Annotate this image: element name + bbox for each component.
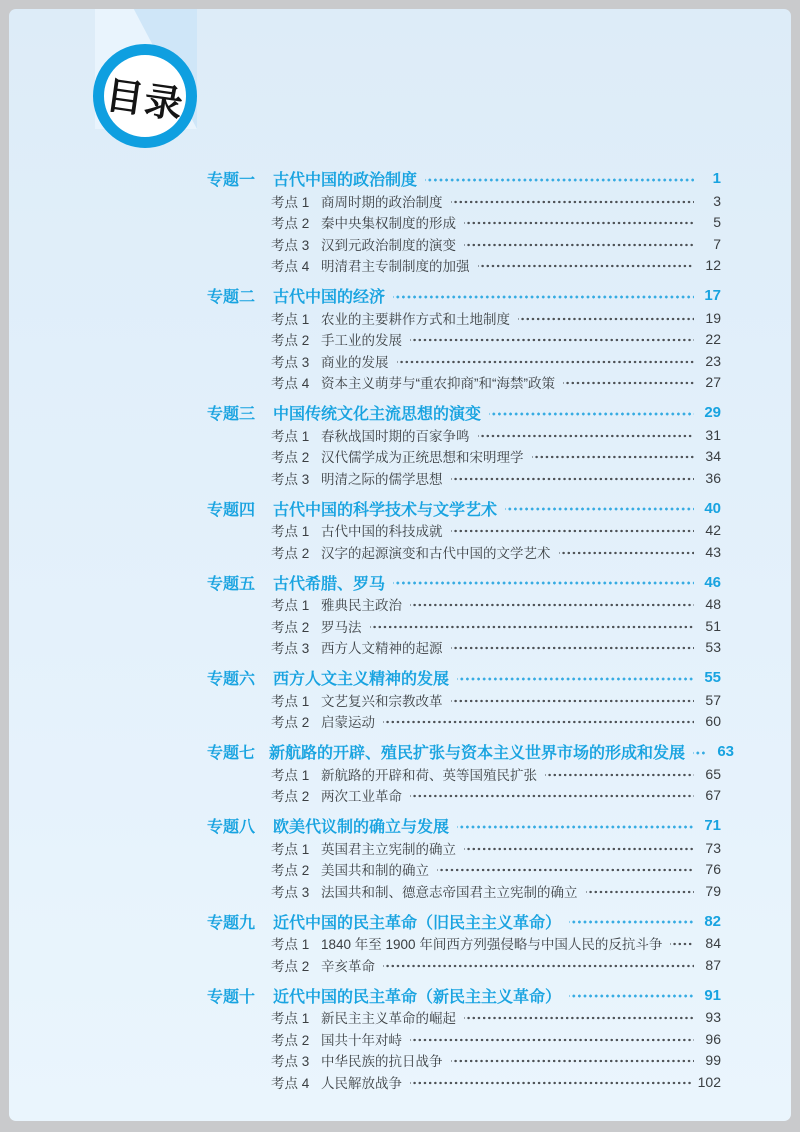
section-label: 专题十 xyxy=(207,988,256,1006)
item-title: 商周时期的政治制度 xyxy=(321,194,443,210)
item-label: 考点 2 xyxy=(271,216,310,232)
section-heading-row xyxy=(207,814,721,837)
section-title: 古代中国的科学技术与文学艺术 xyxy=(273,501,498,519)
dotted-leader xyxy=(693,740,707,763)
item-label: 考点 3 xyxy=(271,237,310,253)
item-title: 新航路的开辟和荷、英等国殖民扩张 xyxy=(321,767,537,783)
section-title: 近代中国的民主革命（新民主主义革命） xyxy=(273,988,562,1006)
section-items xyxy=(207,763,721,806)
toc-section xyxy=(207,167,721,276)
dotted-leader xyxy=(451,190,695,212)
toc-item-row xyxy=(207,307,721,329)
section-heading-row xyxy=(207,910,721,933)
item-title: 罗马法 xyxy=(321,619,362,635)
toc-item-row xyxy=(207,615,721,637)
item-label: 考点 4 xyxy=(271,376,310,392)
item-title: 汉字的起源演变和古代中国的文学艺术 xyxy=(321,545,551,561)
item-page-number: 23 xyxy=(705,352,721,369)
dotted-leader xyxy=(586,880,695,902)
section-page-number: 63 xyxy=(717,743,735,760)
toc-item-row xyxy=(207,859,721,881)
item-label: 考点 3 xyxy=(271,1054,310,1070)
item-label: 考点 2 xyxy=(271,863,310,879)
item-label: 考点 1 xyxy=(271,598,310,614)
toc-section xyxy=(207,740,735,806)
section-title: 西方人文主义精神的发展 xyxy=(273,671,450,688)
item-title: 秦中央集权制度的形成 xyxy=(321,216,456,232)
dotted-leader xyxy=(457,666,694,689)
item-page-number: 60 xyxy=(705,713,721,730)
dotted-leader xyxy=(464,1007,694,1029)
section-heading-row xyxy=(207,284,721,307)
toc-item-row xyxy=(207,467,721,489)
toc-item-row xyxy=(207,233,721,255)
item-title: 法国共和制、德意志帝国君主立宪制的确立 xyxy=(321,884,578,900)
dotted-leader xyxy=(464,837,694,859)
item-page-number: 102 xyxy=(697,1073,721,1090)
item-label: 考点 2 xyxy=(271,715,310,731)
dotted-leader xyxy=(451,689,695,711)
toc-item-row xyxy=(207,446,721,468)
toc-item-row xyxy=(207,1028,721,1050)
dotted-leader xyxy=(410,1071,693,1093)
toc-item-row xyxy=(207,329,721,351)
dotted-leader xyxy=(451,637,695,659)
item-title: 资本主义萌芽与“重农抑商”和“海禁”政策 xyxy=(321,376,555,392)
toc-item-row xyxy=(207,763,721,785)
section-page-number: 71 xyxy=(704,817,721,834)
dotted-leader xyxy=(464,233,694,255)
item-title: 明清君主专制制度的加强 xyxy=(321,259,470,275)
dotted-leader xyxy=(563,372,694,394)
dotted-leader xyxy=(559,541,695,563)
item-page-number: 51 xyxy=(705,617,721,634)
toc-item-row xyxy=(207,212,721,234)
toc-item-row xyxy=(207,880,721,902)
dotted-leader xyxy=(397,350,695,372)
item-title: 美国共和制的确立 xyxy=(321,863,429,879)
item-title: 西方人文精神的起源 xyxy=(321,641,443,657)
item-page-number: 76 xyxy=(705,861,721,878)
section-title: 新航路的开辟、殖民扩张与资本主义世界市场的形成和发展 xyxy=(269,745,686,762)
section-heading-row xyxy=(207,571,721,594)
section-label: 专题八 xyxy=(207,819,256,836)
item-page-number: 19 xyxy=(705,309,721,326)
item-title: 人民解放战争 xyxy=(321,1075,402,1091)
dotted-leader xyxy=(370,615,695,637)
dotted-leader xyxy=(569,984,694,1007)
section-label: 专题二 xyxy=(207,289,256,306)
item-title: 春秋战国时期的百家争鸣 xyxy=(321,428,470,444)
item-title: 农业的主要耕作方式和土地制度 xyxy=(321,311,510,327)
toc-logo-label: 目录 xyxy=(102,74,186,127)
item-page-number: 96 xyxy=(705,1030,721,1047)
dotted-leader xyxy=(670,933,694,955)
section-heading-row xyxy=(207,984,721,1007)
item-label: 考点 1 xyxy=(271,693,310,709)
item-page-number: 34 xyxy=(705,448,721,465)
item-label: 考点 3 xyxy=(271,884,310,900)
item-page-number: 84 xyxy=(705,935,721,952)
item-title: 文艺复兴和宗教改革 xyxy=(321,693,443,709)
section-label: 专题九 xyxy=(207,914,256,932)
item-page-number: 27 xyxy=(705,374,721,391)
toc-section xyxy=(207,571,721,659)
item-title: 明清之际的儒学思想 xyxy=(321,471,443,487)
dotted-leader xyxy=(451,520,695,542)
section-page-number: 1 xyxy=(712,170,721,187)
item-title: 中华民族的抗日战争 xyxy=(321,1054,443,1070)
item-page-number: 53 xyxy=(705,639,721,656)
item-label: 考点 1 xyxy=(271,524,310,540)
toc-page xyxy=(9,9,791,1121)
section-items xyxy=(207,190,721,276)
toc-item-row xyxy=(207,954,721,976)
item-title: 汉代儒学成为正统思想和宋明理学 xyxy=(321,450,524,466)
item-label: 考点 1 xyxy=(271,428,310,444)
section-items xyxy=(207,594,721,659)
item-page-number: 5 xyxy=(713,214,721,231)
item-page-number: 73 xyxy=(705,839,721,856)
dotted-leader xyxy=(383,711,694,733)
item-page-number: 31 xyxy=(705,426,721,443)
item-page-number: 87 xyxy=(705,956,721,973)
section-label: 专题五 xyxy=(207,575,256,593)
item-title: 新民主主义革命的崛起 xyxy=(321,1011,456,1027)
item-label: 考点 2 xyxy=(271,619,310,635)
toc-item-row xyxy=(207,1007,721,1029)
toc-section xyxy=(207,666,721,732)
toc-item-row xyxy=(207,711,721,733)
toc-item-row xyxy=(207,837,721,859)
dotted-leader xyxy=(437,859,694,881)
item-title: 雅典民主政治 xyxy=(321,598,402,614)
item-label: 考点 3 xyxy=(271,471,310,487)
item-label: 考点 2 xyxy=(271,958,310,974)
item-label: 考点 3 xyxy=(271,641,310,657)
section-title: 古代中国的政治制度 xyxy=(273,172,418,189)
toc-item-row xyxy=(207,637,721,659)
item-label: 考点 1 xyxy=(271,767,310,783)
item-label: 考点 1 xyxy=(271,311,310,327)
section-page-number: 46 xyxy=(704,573,721,591)
item-page-number: 65 xyxy=(705,765,721,782)
section-heading-row xyxy=(207,740,735,763)
toc-section xyxy=(207,401,721,489)
section-items xyxy=(207,1007,721,1093)
section-label: 专题一 xyxy=(207,172,256,189)
toc-item-row xyxy=(207,520,721,542)
item-page-number: 57 xyxy=(705,691,721,708)
item-title: 启蒙运动 xyxy=(321,715,375,731)
dotted-leader xyxy=(478,424,695,446)
item-label: 考点 1 xyxy=(271,841,310,857)
toc-item-row xyxy=(207,1050,721,1072)
section-page-number: 17 xyxy=(704,287,721,304)
dotted-leader xyxy=(383,954,694,976)
item-page-number: 67 xyxy=(705,787,721,804)
dotted-leader xyxy=(425,167,694,190)
section-page-number: 55 xyxy=(704,669,721,686)
item-label: 考点 1 xyxy=(271,937,310,953)
toc-section xyxy=(207,910,721,976)
section-heading-row xyxy=(207,497,721,520)
item-title: 国共十年对峙 xyxy=(321,1032,402,1048)
section-page-number: 29 xyxy=(704,404,721,421)
toc-section xyxy=(207,984,721,1093)
dotted-leader xyxy=(393,284,694,307)
section-items xyxy=(207,424,721,489)
toc-item-row xyxy=(207,785,721,807)
dotted-leader xyxy=(410,594,694,616)
section-title: 古代希腊、罗马 xyxy=(273,575,386,593)
section-label: 专题三 xyxy=(207,406,256,423)
section-items xyxy=(207,307,721,393)
item-page-number: 99 xyxy=(705,1052,721,1069)
item-page-number: 3 xyxy=(713,192,721,209)
dotted-leader xyxy=(393,571,694,594)
toc-item-row xyxy=(207,424,721,446)
section-label: 专题六 xyxy=(207,671,256,688)
item-title: 汉到元政治制度的演变 xyxy=(321,237,456,253)
dotted-leader xyxy=(464,212,694,234)
toc-item-row xyxy=(207,933,721,955)
item-title: 英国君主立宪制的确立 xyxy=(321,841,456,857)
dotted-leader xyxy=(451,1050,695,1072)
item-title: 辛亥革命 xyxy=(321,958,375,974)
dotted-leader xyxy=(410,329,694,351)
section-page-number: 82 xyxy=(704,912,721,930)
dotted-leader xyxy=(505,497,694,520)
item-title: 手工业的发展 xyxy=(321,333,402,349)
item-label: 考点 1 xyxy=(271,194,310,210)
section-page-number: 40 xyxy=(704,499,721,517)
section-items xyxy=(207,689,721,732)
item-page-number: 12 xyxy=(705,257,721,274)
section-heading-row xyxy=(207,666,721,689)
section-label: 专题七 xyxy=(207,745,256,762)
dotted-leader xyxy=(532,446,695,468)
item-title: 古代中国的科技成就 xyxy=(321,524,443,540)
dotted-leader xyxy=(410,785,694,807)
dotted-leader xyxy=(569,910,694,933)
toc-list xyxy=(207,167,735,1101)
item-label: 考点 2 xyxy=(271,545,310,561)
toc-item-row xyxy=(207,1071,721,1093)
section-items xyxy=(207,520,721,563)
item-label: 考点 4 xyxy=(271,1075,310,1091)
toc-item-row xyxy=(207,350,721,372)
section-label: 专题四 xyxy=(207,501,256,519)
toc-section xyxy=(207,284,721,393)
item-title: 商业的发展 xyxy=(321,354,389,370)
item-title: 两次工业革命 xyxy=(321,789,402,805)
item-page-number: 93 xyxy=(705,1009,721,1026)
toc-section xyxy=(207,814,721,902)
toc-item-row xyxy=(207,372,721,394)
section-title: 中国传统文化主流思想的演变 xyxy=(273,406,482,423)
dotted-leader xyxy=(545,763,694,785)
dotted-leader xyxy=(451,467,695,489)
toc-item-row xyxy=(207,255,721,277)
item-label: 考点 2 xyxy=(271,450,310,466)
toc-item-row xyxy=(207,594,721,616)
dotted-leader xyxy=(518,307,694,329)
dotted-leader xyxy=(410,1028,694,1050)
item-page-number: 22 xyxy=(705,331,721,348)
item-page-number: 42 xyxy=(705,522,721,539)
item-label: 考点 2 xyxy=(271,333,310,349)
dotted-leader xyxy=(457,814,694,837)
item-page-number: 79 xyxy=(705,882,721,899)
section-page-number: 91 xyxy=(704,986,721,1004)
item-label: 考点 3 xyxy=(271,354,310,370)
item-page-number: 36 xyxy=(705,469,721,486)
toc-logo-badge xyxy=(93,44,197,148)
item-page-number: 43 xyxy=(705,543,721,560)
item-label: 考点 2 xyxy=(271,1032,310,1048)
section-title: 欧美代议制的确立与发展 xyxy=(273,819,450,836)
toc-item-row xyxy=(207,689,721,711)
item-page-number: 48 xyxy=(705,596,721,613)
item-label: 考点 4 xyxy=(271,259,310,275)
section-title: 近代中国的民主革命（旧民主主义革命） xyxy=(273,914,562,932)
dotted-leader xyxy=(478,255,695,277)
section-items xyxy=(207,837,721,902)
item-label: 考点 1 xyxy=(271,1011,310,1027)
toc-section xyxy=(207,497,721,563)
section-heading-row xyxy=(207,401,721,424)
toc-item-row xyxy=(207,541,721,563)
item-label: 考点 2 xyxy=(271,789,310,805)
dotted-leader xyxy=(489,401,694,424)
item-page-number: 7 xyxy=(713,235,721,252)
section-items xyxy=(207,933,721,976)
section-heading-row xyxy=(207,167,721,190)
section-title: 古代中国的经济 xyxy=(273,289,386,306)
item-title: 1840 年至 1900 年间西方列强侵略与中国人民的反抗斗争 xyxy=(321,937,663,953)
toc-item-row xyxy=(207,190,721,212)
